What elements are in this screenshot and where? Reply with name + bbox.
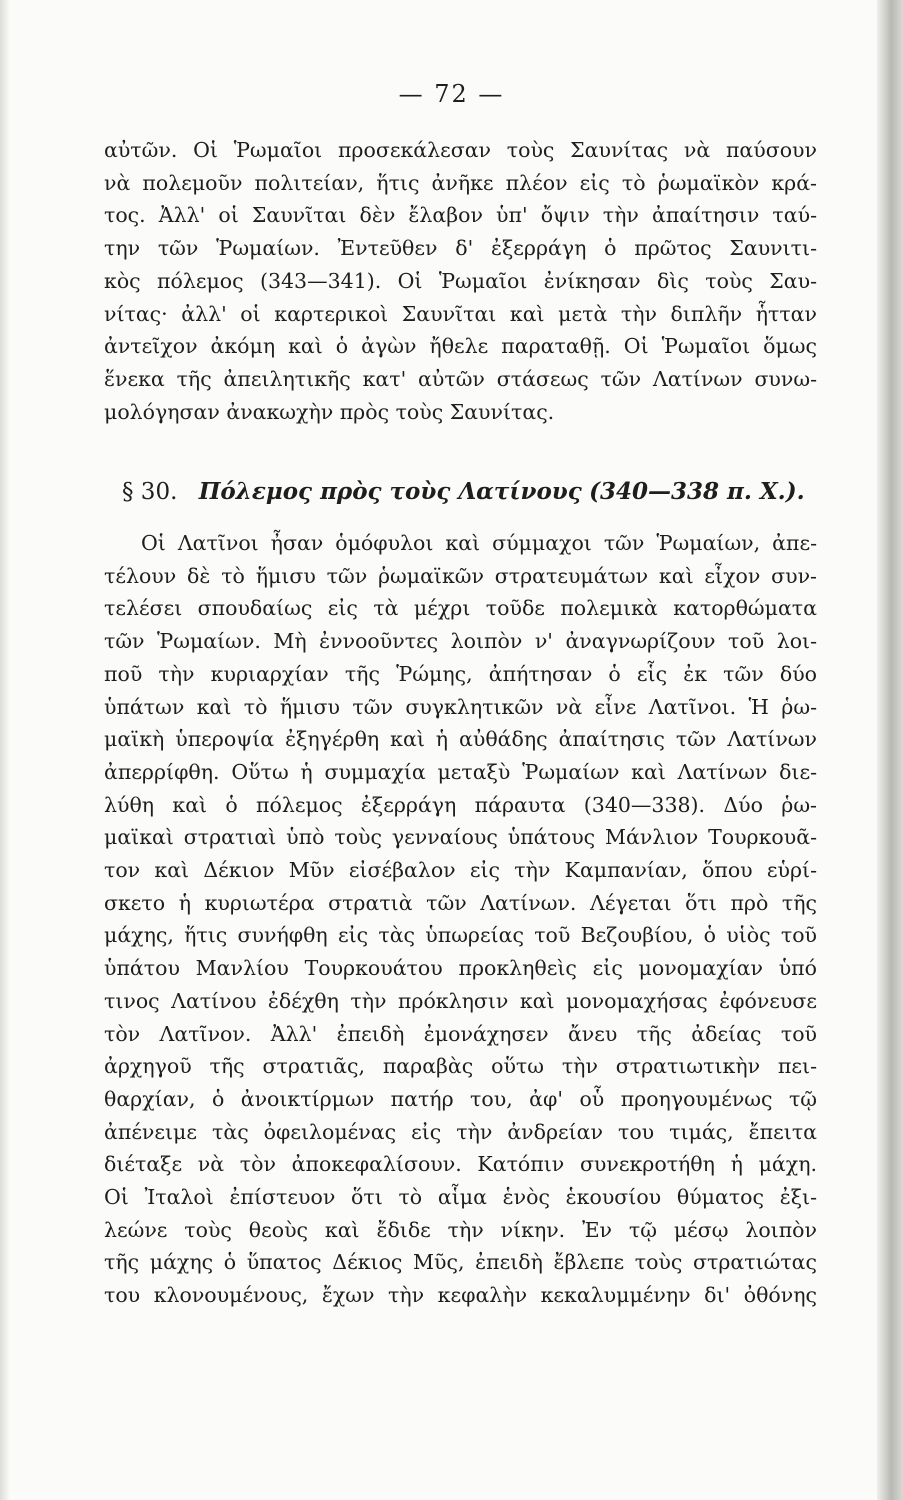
- text-line: κὸς πόλεμος (343—341). Οἱ Ῥωμαῖοι ἐνίκησαν δὶς τοὺς Σαυ-: [104, 268, 817, 293]
- section-number: § 30.: [122, 479, 178, 505]
- paragraph-samnite-war: [104, 134, 817, 428]
- text-line: την τῶν Ῥωμαίων. Ἐντεῦθεν δ' ἐξερράγη ὁ πρῶτος Σαυνιτι-: [104, 236, 817, 261]
- text-line: ἀπένειμε τὰς ὀφειλομένας εἰς τὴν ἀνδρείαν του τιμάς, ἔπειτα: [104, 1119, 817, 1144]
- page-fold-shadow: [0, 0, 10, 1500]
- text-line: τον καὶ Δέκιον Μῦν εἰσέβαλον εἰς τὴν Καμπανίαν, ὅπου εὑρί-: [104, 858, 817, 883]
- text-line: λεώνε τοὺς θεοὺς καὶ ἔδιδε τὴν νίκην. Ἐν τῷ μέσῳ λοιπὸν: [104, 1217, 817, 1242]
- text-line: τὸν Λατῖνον. Ἀλλ' ἐπειδὴ ἐμονάχησεν ἄνευ τῆς ἀδείας τοῦ: [104, 1021, 817, 1046]
- text-line: τῆς μάχης ὁ ὕπατος Δέκιος Μῦς, ἐπειδὴ ἔβλεπε τοὺς στρατιώτας: [104, 1250, 817, 1275]
- text-line: ὑπάτων καὶ τὸ ἥμισυ τῶν συγκλητικῶν νὰ εἶνε Λατῖνοι. Ἡ ῥω-: [104, 694, 817, 719]
- text-line: ποῦ τὴν κυριαρχίαν τῆς Ῥώμης, ἀπήτησαν ὁ εἷς ἐκ τῶν δύο: [104, 661, 817, 686]
- text-line: ἀντεῖχον ἀκόμη καὶ ὁ ἀγὼν ἤθελε παραταθῇ. Οἱ Ῥωμαῖοι ὅμως: [104, 334, 817, 359]
- text-line: τελέσει σπουδαίως εἰς τὰ μέχρι τοῦδε πολεμικὰ κατορθώματα: [104, 596, 817, 621]
- text-line: μολόγησαν ἀνακωχὴν πρὸς τοὺς Σαυνίτας.: [104, 399, 555, 424]
- scan-edge: [877, 0, 903, 1500]
- text-line: τος. Ἀλλ' οἱ Σαυνῖται δὲν ἔλαβον ὑπ' ὄψιν τὴν ἀπαίτησιν ταύ-: [104, 203, 817, 228]
- section-title: Πόλεμος πρὸς τοὺς Λατίνους: [198, 478, 582, 505]
- text-line: ὑπάτου Μανλίου Τουρκουάτου προκληθεὶς εἰς μονομαχίαν ὑπό: [104, 956, 817, 981]
- text-line: του κλονουμένους, ἔχων τὴν κεφαλὴν κεκαλυμμένην δι' ὀθόνης: [104, 1283, 817, 1308]
- text-line: αὐτῶν. Οἱ Ῥωμαῖοι προσεκάλεσαν τοὺς Σαυνίτας νὰ παύσουν: [104, 138, 817, 162]
- text-line: μάχης, ἥτις συνήφθη εἰς τὰς ὑπωρείας τοῦ Βεζουβίου, ὁ υἱὸς τοῦ: [104, 923, 817, 948]
- text-line: λύθη καὶ ὁ πόλεμος ἐξερράγη πάραυτα (340—338). Δύο ῥω-: [104, 792, 817, 817]
- text-line: νὰ πολεμοῦν πολιτείαν, ἥτις ἀνῆκε πλέον εἰς τὸ ῥωμαϊκὸν κρά-: [104, 170, 817, 195]
- text-line: τέλουν δὲ τὸ ἥμισυ τῶν ῥωμαϊκῶν στρατευμάτων καὶ εἶχον συν-: [104, 563, 817, 588]
- paragraph-latin-war: [104, 527, 817, 1312]
- section-heading: [122, 478, 822, 505]
- text-line: νίτας· ἀλλ' οἱ καρτερικοὶ Σαυνῖται καὶ μετὰ τὴν διπλῆν ἧτταν: [104, 301, 817, 326]
- text-line: μαϊκὴ ὑπεροψία ἐξηγέρθη καὶ ἡ αὐθάδης ἀπαίτησις τῶν Λατίνων: [104, 727, 817, 752]
- text-line: ἕνεκα τῆς ἀπειλητικῆς κατ' αὐτῶν στάσεως τῶν Λατίνων συνω-: [104, 366, 817, 391]
- page-number: — 72 —: [398, 80, 505, 108]
- section-dates: (340—338 π. Χ.).: [589, 478, 805, 505]
- text-line: διέταξε νὰ τὸν ἀποκεφαλίσουν. Κατόπιν συνεκροτήθη ἡ μάχη.: [104, 1152, 817, 1177]
- text-line: τῶν Ῥωμαίων. Μὴ ἐννοοῦντες λοιπὸν ν' ἀναγνωρίζουν τοῦ λοι-: [104, 629, 817, 654]
- text-line: Οἱ Λατῖνοι ἦσαν ὁμόφυλοι καὶ σύμμαχοι τῶν Ῥωμαίων, ἀπε-: [141, 531, 817, 555]
- text-line: ἀπερρίφθη. Οὕτω ἡ συμμαχία μεταξὺ Ῥωμαίων καὶ Λατίνων διε-: [104, 759, 817, 784]
- text-line: σκετο ἡ κυριωτέρα στρατιὰ τῶν Λατίνων. Λέγεται ὅτι πρὸ τῆς: [104, 890, 817, 915]
- text-line: Οἱ Ἰταλοὶ ἐπίστευον ὅτι τὸ αἷμα ἑνὸς ἑκουσίου θύματος ἐξι-: [104, 1185, 817, 1210]
- text-line: θαρχίαν, ὁ ἀνοικτίρμων πατήρ του, ἀφ' οὗ προηγουμένως τῷ: [104, 1086, 817, 1111]
- text-line: μαϊκαὶ στρατιαὶ ὑπὸ τοὺς γενναίους ὑπάτους Μάνλιον Τουρκουᾶ-: [104, 825, 817, 850]
- text-line: τινος Λατίνου ἐδέχθη τὴν πρόκλησιν καὶ μονομαχήσας ἐφόνευσε: [104, 988, 817, 1013]
- text-line: ἀρχηγοῦ τῆς στρατιᾶς, παραβὰς οὕτω τὴν στρατιωτικὴν πει-: [104, 1054, 817, 1079]
